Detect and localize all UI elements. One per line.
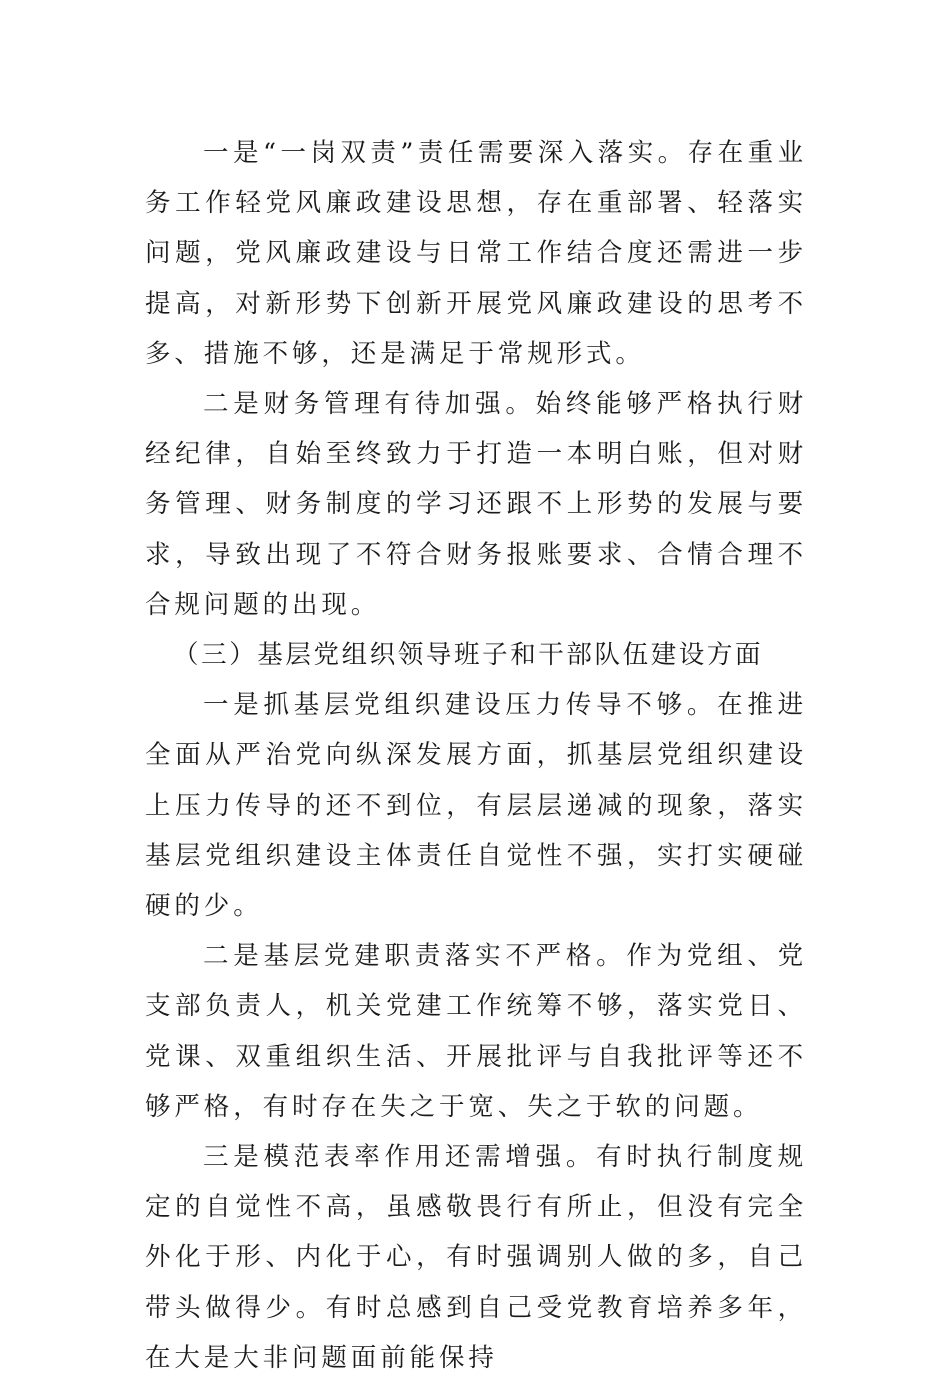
paragraph-exemplary-role: 三是模范表率作用还需增强。有时执行制度规定的自觉性不高，虽感敬畏行有所止，但没有完全外化于形、内化于心，有时强调别人做的多，自己带头做得少。有时总感到自己受党教育培养多年，在大是大非问题面前能保持 — [145, 1142, 807, 1373]
paragraph-one-post-two-duties: 一是“一岗双责”责任需要深入落实。存在重业务工作轻党风廉政建设思想，存在重部署、轻落实问题，党风廉政建设与日常工作结合度还需进一步提高，对新形势下创新开展党风廉政建设的思考不多、措施不够，还是满足于常规形式。 — [145, 138, 807, 369]
paragraph-financial-management: 二是财务管理有待加强。始终能够严格执行财经纪律，自始至终致力于打造一本明白账，但对财务管理、财务制度的学习还跟不上形势的发展与要求，导致出现了不符合财务报账要求、合情合理不合规问题的出现。 — [145, 389, 807, 620]
paragraph-party-building-duties: 二是基层党建职责落实不严格。作为党组、党支部负责人，机关党建工作统筹不够，落实党日、党课、双重组织生活、开展批评与自我批评等还不够严格，有时存在失之于宽、失之于软的问题。 — [145, 941, 807, 1122]
paragraph-pressure-transmission: 一是抓基层党组织建设压力传导不够。在推进全面从严治党向纵深发展方面，抓基层党组织建设上压力传导的还不到位，有层层递减的现象，落实基层党组织建设主体责任自觉性不强，实打实硬碰硬的少。 — [145, 690, 807, 922]
section-heading-grassroots-party-organization: （三）基层党组织领导班子和干部队伍建设方面 — [173, 640, 764, 671]
document-body — [145, 128, 807, 1383]
